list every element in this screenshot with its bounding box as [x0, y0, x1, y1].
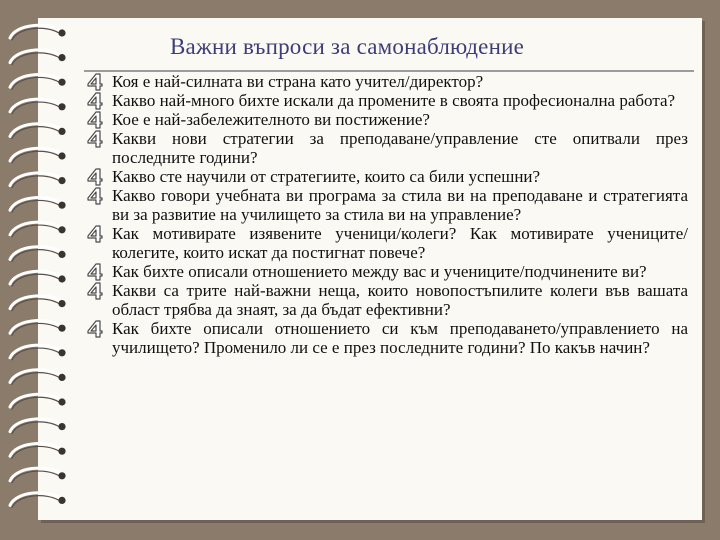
spiral-ring [10, 419, 60, 432]
question-text: Какви са трите най-важни неща, които новопостъпилите колеги във вашата област трябва да знаят, за да бъдат ефективни? [112, 281, 688, 319]
spiral-ring [10, 271, 60, 284]
list-item [84, 319, 688, 357]
spiral-ring [10, 222, 60, 235]
question-text: Какво най-много бихте искали да промените в своята професионална работа? [112, 91, 676, 110]
spiral-binding-icon [2, 18, 82, 520]
binding-hole [58, 423, 65, 430]
digit-four-bullet-icon [86, 130, 104, 148]
spiral-ring [10, 345, 60, 358]
digit-four-bullet-icon [86, 73, 104, 91]
question-text: Как бихте описали отношението между вас и учениците/подчинените ви? [112, 262, 647, 281]
spiral-ring [10, 493, 60, 506]
spiral-ring [10, 394, 60, 407]
digit-four-bullet-icon [86, 168, 104, 186]
binding-hole [58, 152, 65, 159]
binding-hole [58, 128, 65, 135]
spiral-ring [10, 173, 60, 186]
binding-hole [58, 79, 65, 86]
question-text: Кое е най-забележителното ви постижение? [112, 110, 430, 129]
spiral-ring [10, 247, 60, 260]
binding-hole [58, 448, 65, 455]
list-item [84, 167, 688, 186]
binding-hole [58, 349, 65, 356]
binding-hole [58, 54, 65, 61]
spiral-ring [10, 198, 60, 211]
slide-title: Важни въпроси за самонаблюдение [170, 34, 525, 59]
binding-hole [58, 300, 65, 307]
digit-four-bullet-icon [86, 282, 104, 300]
digit-four-bullet-icon [86, 187, 104, 205]
question-text: Какво сте научили от стратегиите, които са били успешни? [112, 167, 541, 186]
list-item [84, 129, 688, 167]
binding-hole [58, 275, 65, 282]
spiral-ring [10, 444, 60, 457]
question-text: Как мотивирате изявените ученици/колеги? Как мотивирате учениците/колегите, които искат да постигнат повече? [112, 224, 688, 262]
question-text: Какви нови стратегии за преподаване/управление сте опитвали през последните години? [112, 129, 688, 167]
list-item [84, 224, 688, 262]
list-item [84, 281, 688, 319]
digit-four-bullet-icon [86, 263, 104, 281]
binding-hole [58, 325, 65, 332]
list-item [84, 110, 688, 129]
spiral-ring [10, 296, 60, 309]
digit-four-bullet-icon [86, 225, 104, 243]
binding-hole [58, 177, 65, 184]
spiral-ring [10, 25, 60, 38]
spiral-ring [10, 124, 60, 137]
spiral-ring [10, 75, 60, 88]
binding-hole [58, 374, 65, 381]
list-item [84, 91, 688, 110]
question-text: Какво говори учебната ви програма за стила ви на преподаване и стратегията ви за развитие на училището за стила ви на управление? [112, 186, 688, 224]
binding-hole [58, 29, 65, 36]
list-item [84, 262, 688, 281]
binding-hole [58, 251, 65, 258]
binding-hole [58, 497, 65, 504]
spiral-ring [10, 370, 60, 383]
spiral-ring [10, 468, 60, 481]
question-text: Коя е най-силната ви страна като учител/директор? [112, 72, 484, 91]
spiral-ring [10, 148, 60, 161]
binding-hole [58, 103, 65, 110]
spiral-ring [10, 321, 60, 334]
digit-four-bullet-icon [86, 92, 104, 110]
binding-hole [58, 398, 65, 405]
digit-four-bullet-icon [86, 111, 104, 129]
binding-hole [58, 472, 65, 479]
list-item [84, 186, 688, 224]
question-text: Как бихте описали отношението си към преподаването/управлението на училището? Променило ли се е през последните години? По какъв начин? [112, 319, 688, 357]
question-list [84, 72, 688, 357]
binding-hole [58, 202, 65, 209]
digit-four-bullet-icon [86, 320, 104, 338]
binding-hole [58, 226, 65, 233]
spiral-ring [10, 99, 60, 112]
list-item [84, 72, 688, 91]
spiral-ring [10, 50, 60, 63]
